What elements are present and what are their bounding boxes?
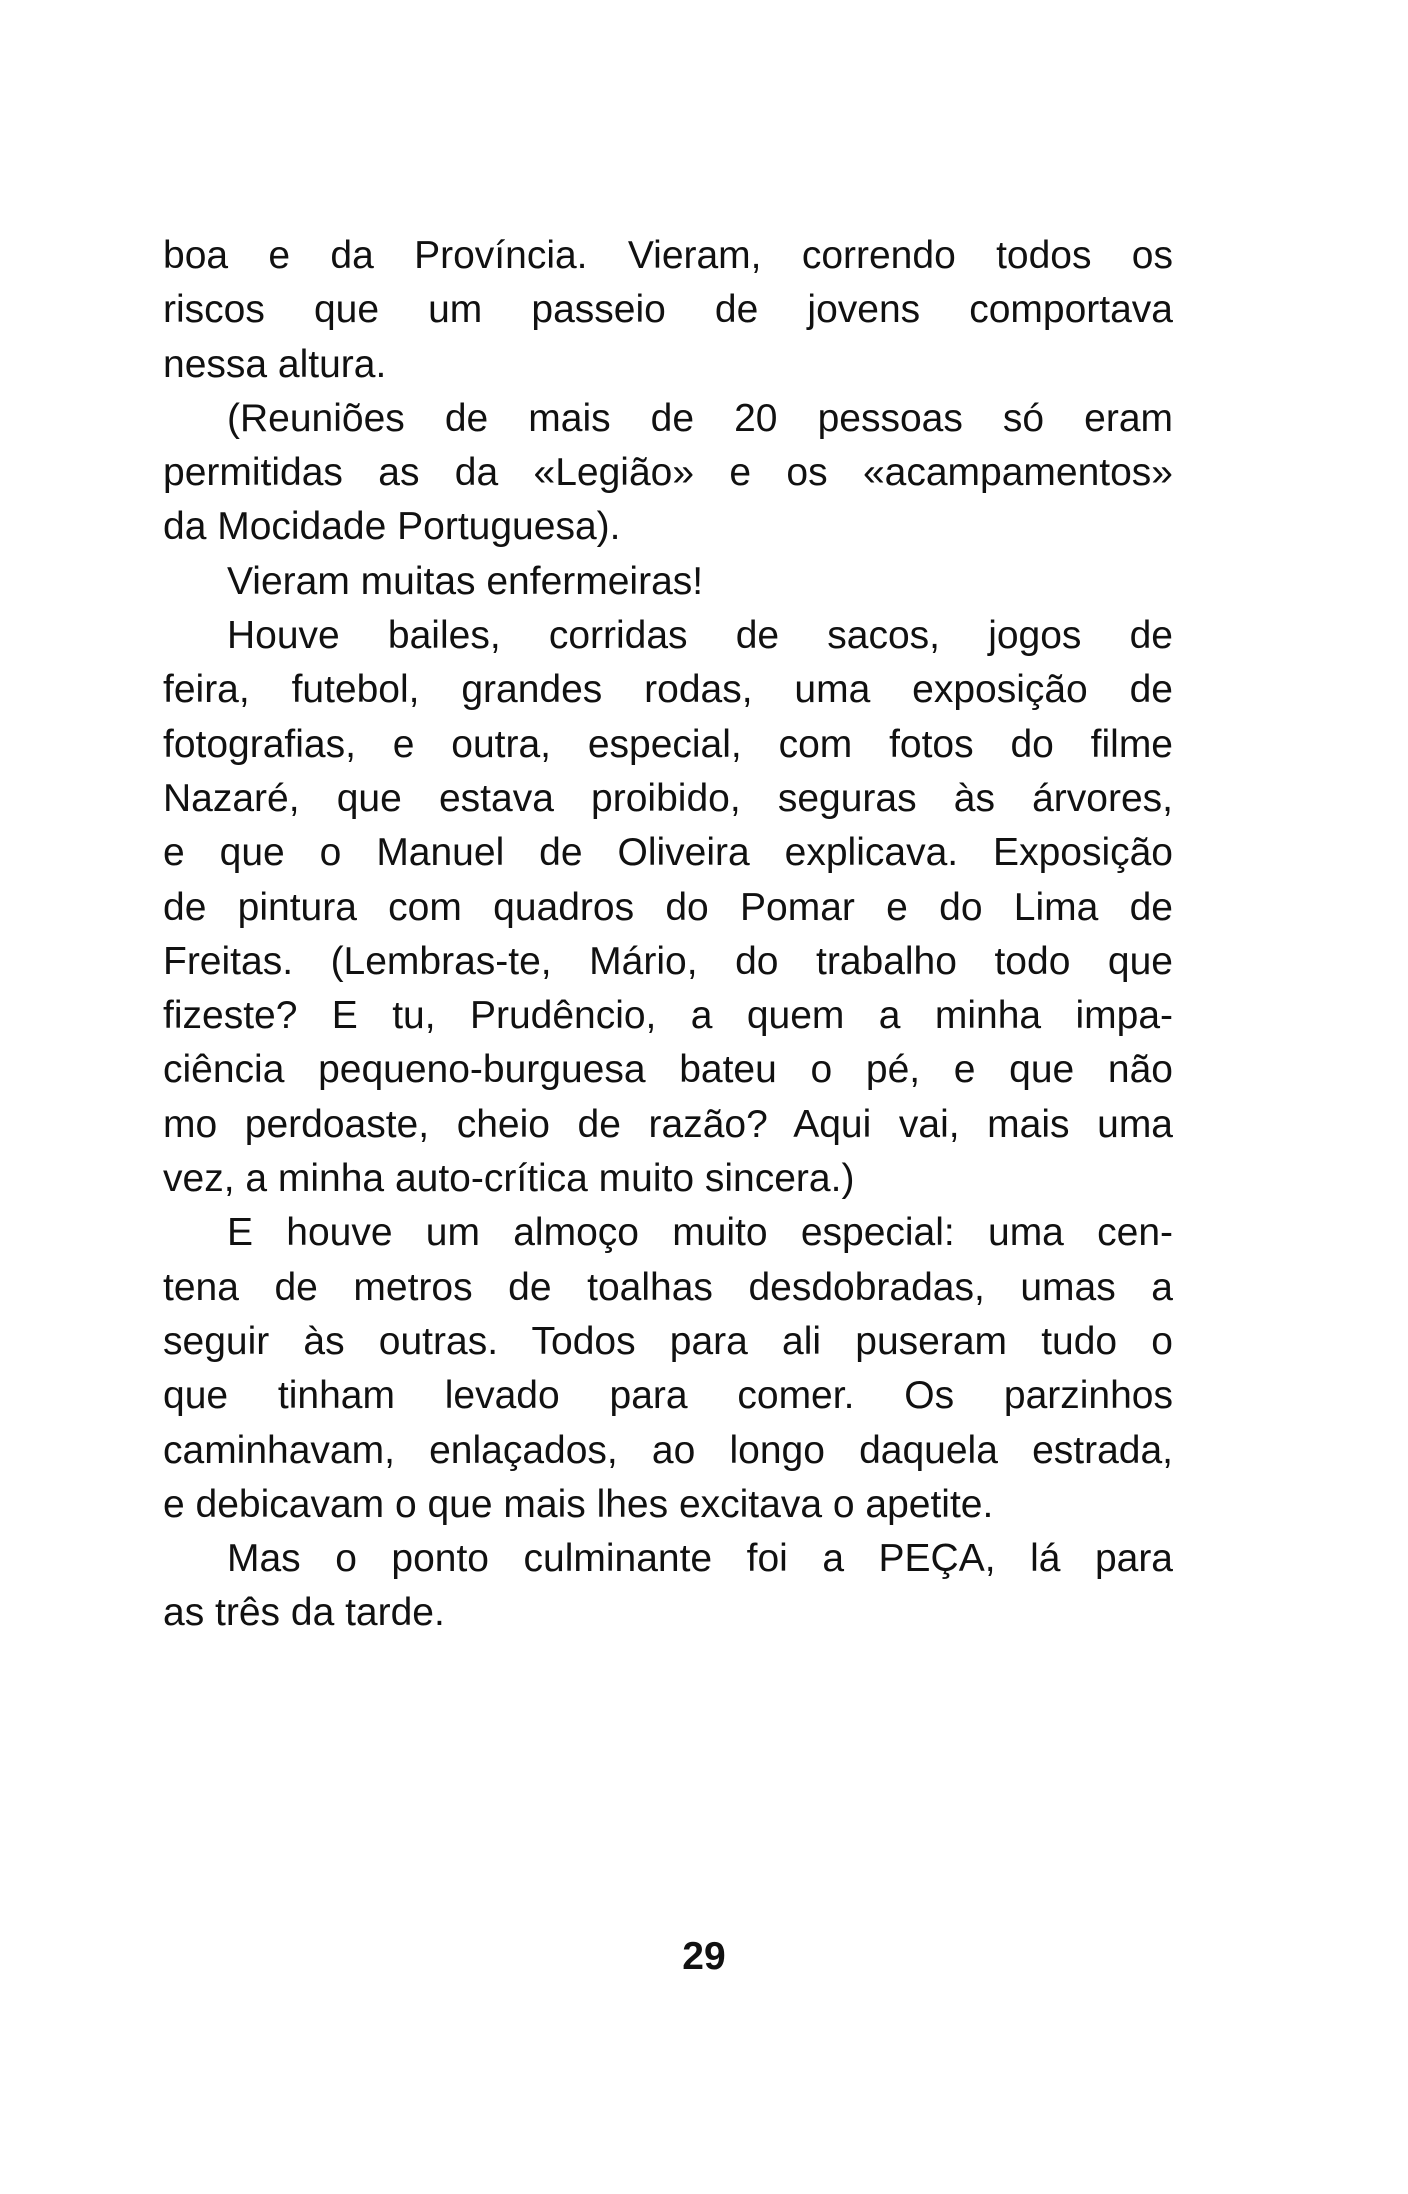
text-line: E houve um almoço muito especial: uma cen- bbox=[227, 1211, 1173, 1255]
text-line: e debicavam o que mais lhes excitava o apetite. bbox=[163, 1482, 994, 1526]
text-line: Houve bailes, corridas de sacos, jogos de bbox=[227, 614, 1173, 658]
text-line: da Mocidade Portuguesa). bbox=[163, 505, 621, 549]
text-line: Mas o ponto culminante foi a PEÇA, lá para bbox=[227, 1537, 1173, 1581]
text-line: fotografias, e outra, especial, com fotos do filme bbox=[163, 722, 1173, 766]
text-line: boa e da Província. Vieram, correndo todos os bbox=[163, 234, 1173, 277]
page-body-text bbox=[163, 229, 1173, 1641]
text-line: Freitas. (Lembras-te, Mário, do trabalho todo que bbox=[163, 939, 1173, 983]
text-line: vez, a minha auto-crítica muito sincera.) bbox=[163, 1157, 855, 1201]
text-line: caminhavam, enlaçados, ao longo daquela estrada, bbox=[163, 1428, 1173, 1472]
text-line: nessa altura. bbox=[163, 342, 387, 386]
text-line: de pintura com quadros do Pomar e do Lima de bbox=[163, 885, 1173, 929]
text-line: ciência pequeno-burguesa bateu o pé, e que não bbox=[163, 1048, 1173, 1092]
text-line: Vieram muitas enfermeiras! bbox=[227, 559, 704, 603]
text-line: seguir às outras. Todos para ali puseram tudo o bbox=[163, 1319, 1173, 1363]
text-line: feira, futebol, grandes rodas, uma exposição de bbox=[163, 668, 1173, 712]
text-line: mo perdoaste, cheio de razão? Aqui vai, mais uma bbox=[163, 1102, 1173, 1146]
text-line: as três da tarde. bbox=[163, 1591, 445, 1635]
page-number: 29 bbox=[682, 1935, 726, 1978]
text-line: fizeste? E tu, Prudêncio, a quem a minha impa- bbox=[163, 994, 1173, 1038]
text-line: Nazaré, que estava proibido, seguras às árvores, bbox=[163, 776, 1173, 820]
text-line: que tinham levado para comer. Os parzinhos bbox=[163, 1374, 1173, 1418]
text-line: riscos que um passeio de jovens comportava bbox=[163, 288, 1173, 332]
text-line: e que o Manuel de Oliveira explicava. Exposição bbox=[163, 831, 1173, 875]
text-line: permitidas as da «Legião» e os «acampamentos» bbox=[163, 451, 1173, 495]
text-line: tena de metros de toalhas desdobradas, umas a bbox=[163, 1265, 1173, 1309]
text-line: (Reuniões de mais de 20 pessoas só eram bbox=[227, 396, 1173, 440]
